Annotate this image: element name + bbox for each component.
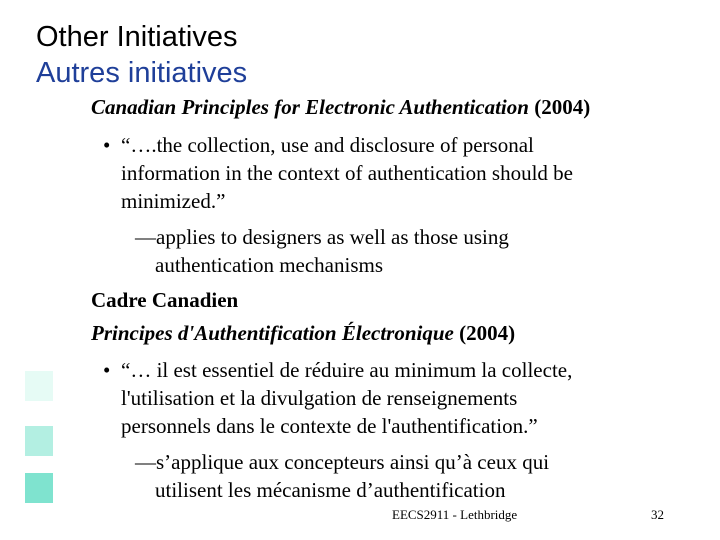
french-quote-line-3: personnels dans le contexte de l'authentification.”: [121, 414, 538, 438]
slide-subtitle: Autres initiatives: [36, 57, 248, 89]
english-bullet-marker: •: [103, 133, 111, 157]
slide-title: Other Initiatives: [36, 21, 238, 53]
english-heading: [91, 94, 590, 120]
english-quote-line-2: information in the context of authentication should be: [121, 161, 573, 185]
english-quote-line-3: minimized.”: [121, 189, 226, 213]
french-quote-line-2: l'utilisation et la divulgation de renseignements: [121, 386, 518, 410]
english-quote-line-1: “….the collection, use and disclosure of personal: [121, 133, 534, 157]
decorative-square-dark: [25, 473, 53, 503]
page-number: 32: [651, 507, 664, 522]
french-quote-line-1: “… il est essentiel de réduire au minimum la collecte,: [121, 358, 573, 382]
decorative-square-mid: [25, 426, 53, 456]
french-note-line-2: utilisent les mécanisme d’authentification: [155, 478, 506, 502]
french-note-line-1: —s’applique aux concepteurs ainsi qu’à ceux qui: [135, 450, 550, 474]
french-subheading: [91, 320, 515, 346]
french-subheading-year: (2004): [453, 321, 516, 345]
footer-text: EECS2911 - Lethbridge: [392, 507, 518, 522]
english-note-line-1: —applies to designers as well as those using: [135, 225, 509, 249]
english-heading-year: (2004): [528, 95, 591, 119]
french-heading: Cadre Canadien: [91, 288, 239, 312]
english-heading-title: Canadian Principles for Electronic Authentication: [91, 95, 529, 119]
french-bullet-marker: •: [103, 358, 111, 382]
decorative-square-light: [25, 371, 53, 401]
french-subheading-title: Principes d'Authentification Électronique: [91, 321, 454, 345]
english-note-line-2: authentication mechanisms: [155, 253, 384, 277]
